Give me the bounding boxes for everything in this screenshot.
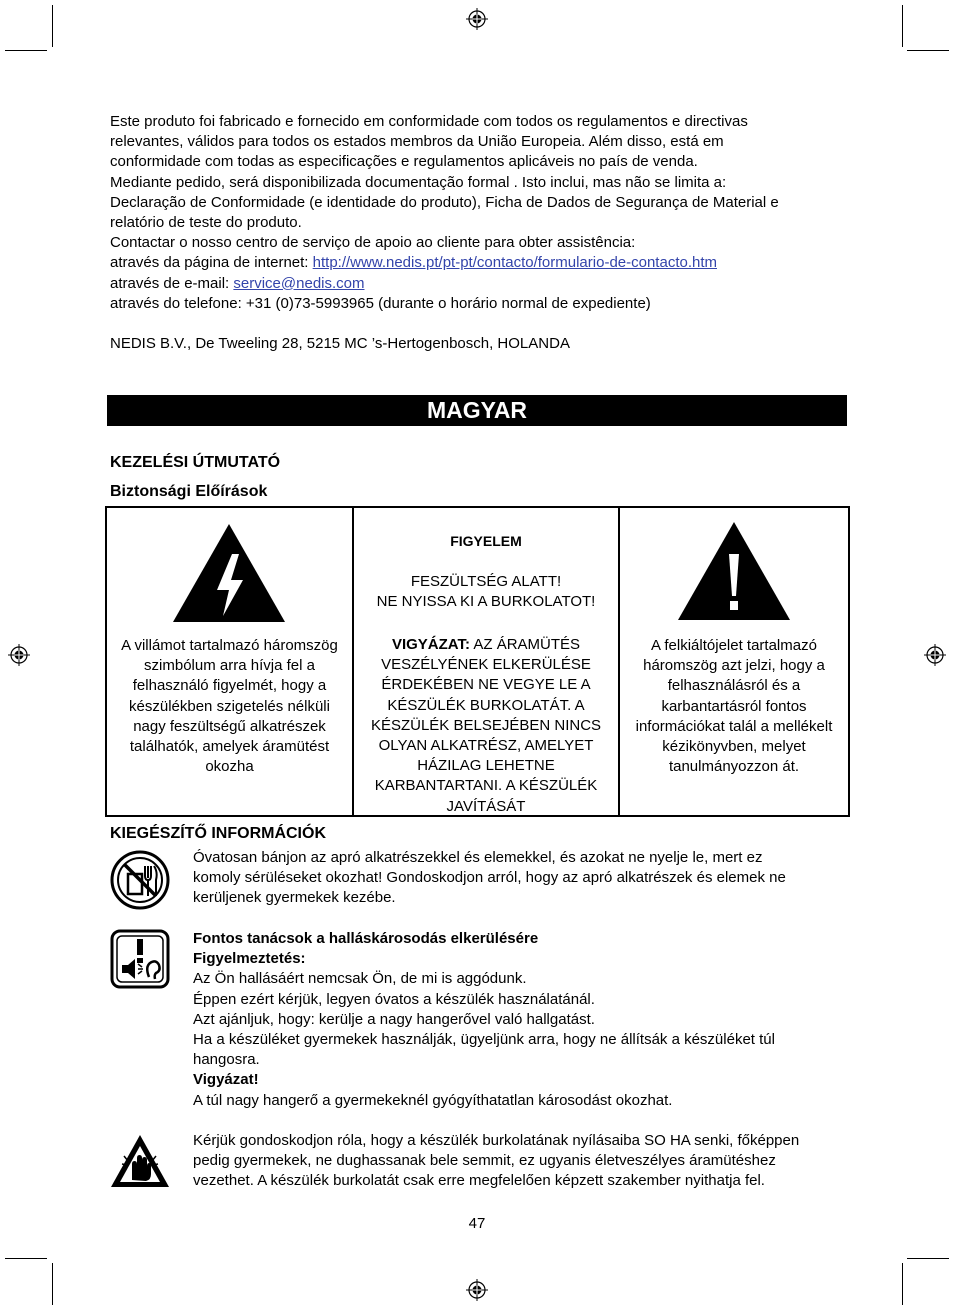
lightning-description: A villámot tartalmazó háromszög szimbólum arra hívja fel a felhasználó figyelmét, hogy a készülékben szigetelés nélküli nagy feszültségű alkatrészek találhatók, amelyek áramütést okozha <box>121 637 338 776</box>
crop-mark <box>902 1263 903 1305</box>
web-contact-line <box>110 253 850 273</box>
intro-line: relatório de teste do produto. <box>110 214 302 232</box>
warning-table <box>105 506 850 817</box>
hearing-warning-icon <box>110 929 170 989</box>
safety-heading: Biztonsági Előírások <box>110 483 268 500</box>
caution-label: VIGYÁZAT: <box>391 636 471 653</box>
small-parts-text: Óvatosan bánjon az apró alkatrészekkel és elemekkel, és azokat ne nyelje le, mert ez komoly sérüléseket okozhat! Gondoskodjon arról, hogy az apró alkatrészek és elemek ne kerüljenek gyermekek kezébe. <box>193 849 786 907</box>
manual-heading: KEZELÉSI ÚTMUTATÓ <box>110 454 281 471</box>
voltage-warning: FESZÜLTSÉG ALATT! NE NYISSA KI A BURKOLATOT! <box>376 573 596 611</box>
lightning-triangle-icon <box>173 524 285 622</box>
crop-mark <box>5 1258 47 1259</box>
language-banner: MAGYAR <box>107 395 847 426</box>
crop-mark <box>52 5 53 47</box>
warning-cell-right <box>620 508 848 815</box>
web-label: através da página de internet: <box>110 254 313 272</box>
contact-web-link[interactable]: http://www.nedis.pt/pt-pt/contacto/formulario-de-contacto.htm <box>312 254 717 272</box>
no-eating-icon <box>110 850 170 910</box>
extra-info-heading: KIEGÉSZÍTŐ INFORMÁCIÓK <box>110 825 326 842</box>
contact-email-link[interactable]: service@nedis.com <box>233 274 365 292</box>
warning-cell-left <box>107 508 352 815</box>
intro-line: Contactar o nosso centro de serviço de apoio ao cliente para obter assistência: <box>110 234 636 252</box>
registration-mark-icon <box>466 1279 488 1301</box>
email-label: através de e-mail: <box>110 274 234 292</box>
crop-mark <box>5 50 47 51</box>
intro-paragraph <box>110 112 850 314</box>
intro-line: Este produto foi fabricado e fornecido em conformidade com todos os regulamentos e directivas <box>110 113 748 130</box>
openings-text: Kérjük gondoskodjon róla, hogy a készülék burkolatának nyílásaiba SO HA senki, főképpen pedig gyermekek, ne dughassanak bele semmit, ez ugyanis életveszélyes áramütéshez vezethet. A készülék burkolatát csak erre megfelelően képzett szakember nyithatja fel. <box>193 1132 800 1190</box>
intro-line: conformidade com todas as especificações e regulamentos aplicáveis no país de venda. <box>110 153 698 171</box>
email-contact-line <box>110 274 850 294</box>
crop-mark <box>907 50 949 51</box>
hearing-caution-text: A túl nagy hangerő a gyermekeknél gyógyíthatatlan károsodást okozhat. <box>193 1091 673 1109</box>
intro-line: relevantes, válidos para todos os estados membros da União Europeia. Além disso, está em <box>110 133 724 151</box>
registration-mark-icon <box>8 644 30 666</box>
company-address: NEDIS B.V., De Tweeling 28, 5215 MC ’s-Hertogenbosch, HOLANDA <box>110 335 570 352</box>
registration-mark-icon <box>466 8 488 30</box>
hearing-title: Fontos tanácsok a halláskárosodás elkerülésére <box>193 930 539 947</box>
intro-line: Mediante pedido, será disponibilizada documentação formal . Isto inclui, mas não se limita a: <box>110 173 727 191</box>
hearing-caution-label: Vigyázat! <box>193 1071 259 1089</box>
exclamation-triangle-icon <box>678 522 790 620</box>
hearing-advice: Fontos tanácsok a halláskárosodás elkerülésére Figyelmeztetés: Az Ön hallásáért nemcsak Ön, de mi is aggódunk. Éppen ezért kérjük, legyen óvatos a készülék használatánál. Azt ajánljuk, hogy: kerülje a nagy hangerővel való hallgatást. Ha a készüléket gyermekek használják, ügyeljünk arra, hogy ne állítsák a készüléket túl hangosra. Vigyázat! A túl nagy hangerő a gyermekeknél gyógyíthatatlan károsodást okozhat. <box>193 929 853 1111</box>
hearing-warning-label: Figyelmeztetés: <box>193 950 306 968</box>
warning-title: FIGYELEM <box>450 533 522 549</box>
page-number: 47 <box>468 1215 486 1232</box>
crop-mark <box>52 1263 53 1305</box>
intro-line: Declaração de Conformidade (e identidade do produto), Ficha de Dados de Segurança de Material e <box>110 193 779 211</box>
warning-cell-middle <box>354 508 618 815</box>
caution-text: VIGYÁZAT: AZ ÁRAMÜTÉS VESZÉLYÉNEK ELKERÜLÉSE ÉRDEKÉBEN NE VEGYE LE A KÉSZÜLÉK BURKOLATÁT. A KÉSZÜLÉK BELSEJÉBEN NINCS OLYAN ALKATRÉSZ, AMELYET HÁZILAG LEHETNE KARBANTARTANI. A KÉSZÜLÉK JAVÍTÁSÁT <box>370 636 602 815</box>
exclamation-description: A felkiáltójelet tartalmazó háromszög azt jelzi, hogy a felhasználásról és a karbantartásról fontos információkat talál a mellékelt kézikönyvben, melyet tanulmányozzon át. <box>635 637 833 776</box>
crop-mark <box>907 1258 949 1259</box>
crop-mark <box>902 5 903 47</box>
phone-line: através do telefone: +31 (0)73-5993965 (durante o horário normal de expediente) <box>110 294 651 312</box>
hand-shock-icon <box>110 1134 170 1188</box>
registration-mark-icon <box>924 644 946 666</box>
